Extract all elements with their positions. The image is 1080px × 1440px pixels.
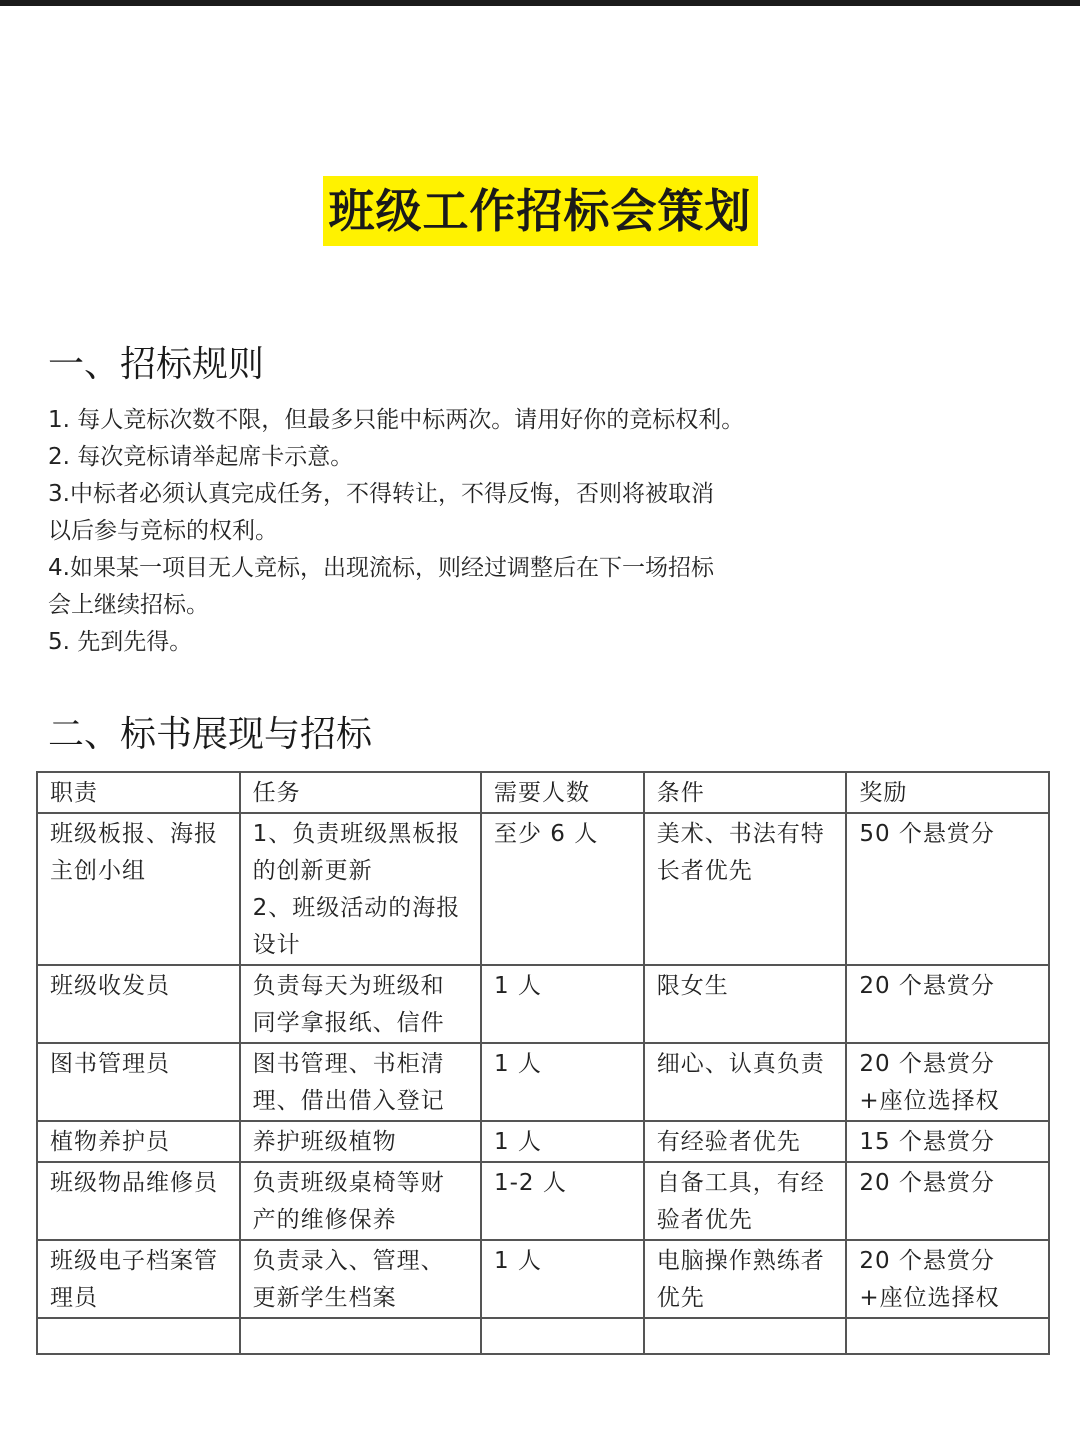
cell-task: 图书管理、书柜清理、借出借入登记 — [240, 1043, 481, 1121]
table-row — [37, 1043, 1049, 1121]
cell-empty — [240, 1318, 481, 1354]
section-heading-rules: 一、招标规则 — [48, 344, 265, 385]
cell-role: 班级电子档案管理员 — [37, 1240, 240, 1318]
cell-task: 负责录入、管理、更新学生档案 — [240, 1240, 481, 1318]
table-row — [37, 1162, 1049, 1240]
cell-reward: 20 个悬赏分 — [846, 965, 1049, 1043]
cell-empty — [481, 1318, 644, 1354]
table-row — [37, 965, 1049, 1043]
cell-empty — [644, 1318, 847, 1354]
cell-empty — [37, 1318, 240, 1354]
cell-count: 1 人 — [481, 1121, 644, 1162]
task-line: 2、班级活动的海报设计 — [252, 895, 461, 958]
column-header-task: 任务 — [240, 772, 481, 813]
cell-role: 班级板报、海报主创小组 — [37, 813, 240, 965]
cell-condition: 细心、认真负责 — [644, 1043, 847, 1121]
table-row — [37, 813, 1049, 965]
column-header-condition: 条件 — [644, 772, 847, 813]
rule-line: 1. 每人竞标次数不限，但最多只能中标两次。请用好你的竞标权利。 — [48, 407, 745, 433]
rule-line: 会上继续招标。 — [48, 592, 209, 618]
table-row — [37, 1121, 1049, 1162]
column-header-reward: 奖励 — [846, 772, 1049, 813]
title-container — [0, 176, 1080, 246]
cell-condition: 有经验者优先 — [644, 1121, 847, 1162]
table-header-row — [37, 772, 1049, 813]
cell-count: 1 人 — [481, 965, 644, 1043]
rule-line: 4.如果某一项目无人竞标，出现流标，则经过调整后在下一场招标 — [48, 555, 714, 581]
cell-condition: 美术、书法有特长者优先 — [644, 813, 847, 965]
cell-task: 负责每天为班级和同学拿报纸、信件 — [240, 965, 481, 1043]
rules-list — [48, 402, 868, 661]
column-header-count: 需要人数 — [481, 772, 644, 813]
rule-line: 2. 每次竞标请举起席卡示意。 — [48, 444, 354, 470]
cell-task — [240, 813, 481, 965]
rule-line: 以后参与竞标的权利。 — [48, 518, 278, 544]
cell-reward: 20 个悬赏分+座位选择权 — [846, 1240, 1049, 1318]
cell-task: 负责班级桌椅等财产的维修保养 — [240, 1162, 481, 1240]
cell-reward: 20 个悬赏分 — [846, 1162, 1049, 1240]
cell-empty — [846, 1318, 1049, 1354]
cell-condition: 自备工具，有经验者优先 — [644, 1162, 847, 1240]
cell-reward: 20 个悬赏分+座位选择权 — [846, 1043, 1049, 1121]
page-title: 班级工作招标会策划 — [323, 176, 758, 246]
cell-role: 班级物品维修员 — [37, 1162, 240, 1240]
rule-line: 5. 先到先得。 — [48, 629, 193, 655]
cell-reward: 15 个悬赏分 — [846, 1121, 1049, 1162]
cell-count: 1 人 — [481, 1240, 644, 1318]
table-row-empty — [37, 1318, 1049, 1354]
cell-task: 养护班级植物 — [240, 1121, 481, 1162]
cell-role: 植物养护员 — [37, 1121, 240, 1162]
cell-count: 1-2 人 — [481, 1162, 644, 1240]
cell-condition: 限女生 — [644, 965, 847, 1043]
table-row — [37, 1240, 1049, 1318]
cell-count: 1 人 — [481, 1043, 644, 1121]
cell-role: 班级收发员 — [37, 965, 240, 1043]
cell-role: 图书管理员 — [37, 1043, 240, 1121]
cell-count: 至少 6 人 — [481, 813, 644, 965]
bid-table — [36, 771, 1050, 1355]
rule-line: 3.中标者必须认真完成任务，不得转让，不得反悔，否则将被取消 — [48, 481, 714, 507]
task-line: 1、负责班级黑板报的创新更新 — [252, 821, 461, 884]
top-edge-bar — [0, 0, 1080, 6]
cell-condition: 电脑操作熟练者优先 — [644, 1240, 847, 1318]
column-header-role: 职责 — [37, 772, 240, 813]
cell-reward: 50 个悬赏分 — [846, 813, 1049, 965]
section-heading-bids: 二、标书展现与招标 — [48, 714, 373, 755]
